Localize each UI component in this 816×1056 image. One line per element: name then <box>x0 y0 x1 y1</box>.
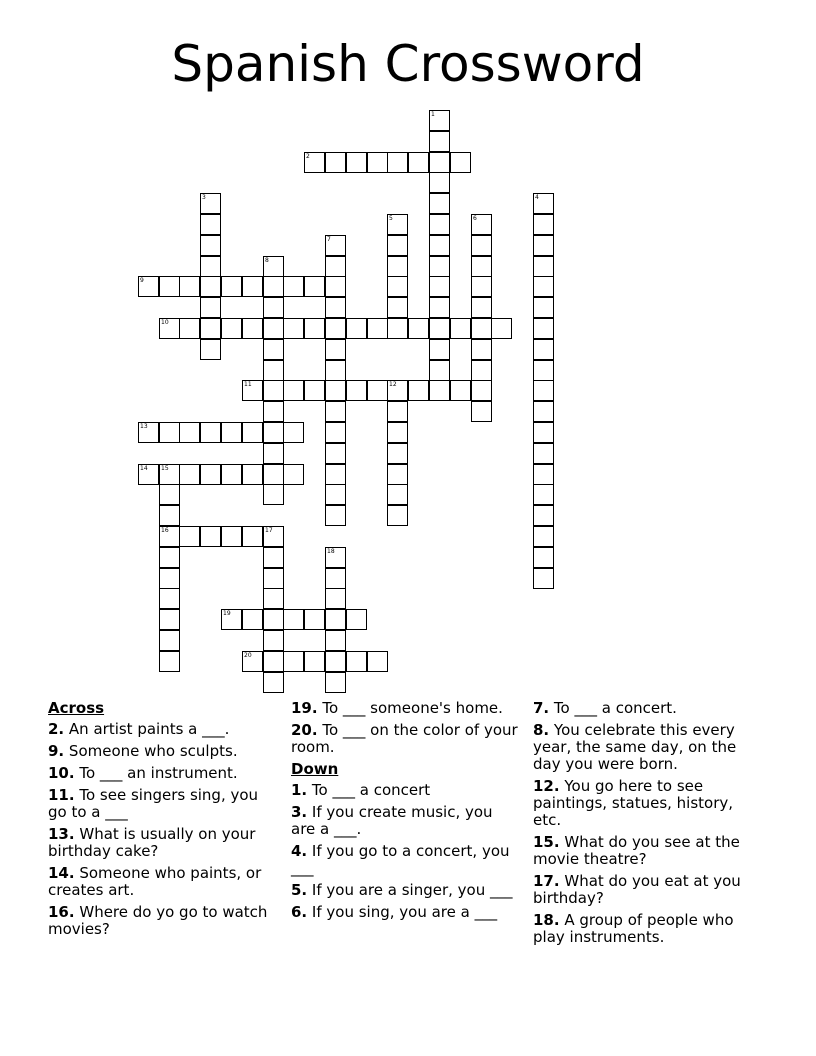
clues-column-1 <box>48 700 276 943</box>
grid-cell[interactable] <box>263 380 284 401</box>
grid-cell[interactable] <box>533 380 554 401</box>
grid-cell[interactable] <box>387 276 408 297</box>
grid-cell[interactable] <box>221 422 242 443</box>
grid-cell[interactable] <box>471 339 492 360</box>
grid-cell[interactable] <box>533 360 554 381</box>
grid-cell[interactable] <box>263 339 284 360</box>
grid-cell[interactable] <box>325 484 346 505</box>
grid-cell[interactable] <box>242 464 263 485</box>
grid-cell[interactable] <box>346 152 367 173</box>
grid-cell[interactable] <box>533 214 554 235</box>
grid-cell[interactable] <box>533 401 554 422</box>
grid-cell[interactable] <box>450 318 471 339</box>
grid-cell[interactable] <box>221 318 242 339</box>
grid-cell[interactable] <box>200 422 221 443</box>
grid-cell[interactable] <box>283 318 304 339</box>
grid-cell[interactable] <box>159 630 180 651</box>
grid-cell[interactable] <box>304 276 325 297</box>
grid-cell[interactable] <box>159 318 180 339</box>
clues-column-2 <box>291 700 519 926</box>
clue-down-18: 18. A group of people who play instruments. <box>533 911 734 946</box>
grid-cell[interactable] <box>263 464 284 485</box>
grid-cell[interactable] <box>221 276 242 297</box>
grid-cell[interactable] <box>387 505 408 526</box>
clue-number: 4 <box>535 194 539 201</box>
clue-across-9: 9. Someone who sculpts. <box>48 742 238 760</box>
down-heading: Down <box>291 760 339 778</box>
clue-across-14: 14. Someone who paints, or creates art. <box>48 864 262 899</box>
grid-cell[interactable] <box>533 193 554 214</box>
grid-cell[interactable] <box>159 422 180 443</box>
grid-cell[interactable] <box>346 651 367 672</box>
grid-cell[interactable] <box>263 276 284 297</box>
grid-cell[interactable] <box>200 256 221 277</box>
clue-number: 16 <box>161 527 169 534</box>
grid-cell[interactable] <box>533 484 554 505</box>
grid-cell[interactable] <box>200 297 221 318</box>
grid-cell[interactable] <box>533 256 554 277</box>
clue-number: 7 <box>327 236 331 243</box>
grid-cell[interactable] <box>346 609 367 630</box>
grid-cell[interactable] <box>491 318 512 339</box>
grid-cell[interactable] <box>325 276 346 297</box>
grid-cell[interactable] <box>200 214 221 235</box>
grid-cell[interactable] <box>263 360 284 381</box>
clue-number: 3 <box>202 194 206 201</box>
grid-cell[interactable] <box>263 568 284 589</box>
grid-cell[interactable] <box>325 443 346 464</box>
grid-cell[interactable] <box>221 526 242 547</box>
clue-number: 12 <box>389 381 397 388</box>
grid-cell[interactable] <box>533 235 554 256</box>
grid-cell[interactable] <box>325 464 346 485</box>
grid-cell[interactable] <box>159 484 180 505</box>
clue-number: 6 <box>473 215 477 222</box>
clue-down-12: 12. You go here to see paintings, statues, history, etc. <box>533 777 734 829</box>
grid-cell[interactable] <box>283 609 304 630</box>
clue-number: 10 <box>161 319 169 326</box>
clue-down-6: 6. If you sing, you are a ___ <box>291 903 498 921</box>
clue-down-4: 4. If you go to a concert, you ___ <box>291 842 510 877</box>
grid-cell[interactable] <box>325 256 346 277</box>
grid-cell[interactable] <box>471 401 492 422</box>
grid-cell[interactable] <box>429 235 450 256</box>
grid-cell[interactable] <box>200 339 221 360</box>
grid-cell[interactable] <box>346 318 367 339</box>
grid-cell[interactable] <box>283 276 304 297</box>
grid-cell[interactable] <box>533 547 554 568</box>
grid-cell[interactable] <box>325 235 346 256</box>
grid-cell[interactable] <box>242 276 263 297</box>
grid-cell[interactable] <box>387 464 408 485</box>
clue-number: 18 <box>327 548 335 555</box>
grid-cell[interactable] <box>325 568 346 589</box>
grid-cell[interactable] <box>159 526 180 547</box>
clue-across-16: 16. Where do yo go to watch movies? <box>48 903 268 938</box>
grid-cell[interactable] <box>387 401 408 422</box>
grid-cell[interactable] <box>263 526 284 547</box>
grid-cell[interactable] <box>367 651 388 672</box>
grid-cell[interactable] <box>387 422 408 443</box>
grid-cell[interactable] <box>429 380 450 401</box>
grid-cell[interactable] <box>242 609 263 630</box>
grid-cell[interactable] <box>242 318 263 339</box>
grid-cell[interactable] <box>325 339 346 360</box>
grid-cell[interactable] <box>242 651 263 672</box>
grid-cell[interactable] <box>450 152 471 173</box>
grid-cell[interactable] <box>263 672 284 693</box>
clue-down-15: 15. What do you see at the movie theatre? <box>533 833 740 868</box>
grid-cell[interactable] <box>387 297 408 318</box>
grid-cell[interactable] <box>325 672 346 693</box>
grid-cell[interactable] <box>387 443 408 464</box>
grid-cell[interactable] <box>429 256 450 277</box>
grid-cell[interactable] <box>159 505 180 526</box>
grid-cell[interactable] <box>367 152 388 173</box>
grid-cell[interactable] <box>471 276 492 297</box>
grid-cell[interactable] <box>325 505 346 526</box>
grid-cell[interactable] <box>429 339 450 360</box>
grid-cell[interactable] <box>471 380 492 401</box>
grid-cell[interactable] <box>325 297 346 318</box>
grid-cell[interactable] <box>325 360 346 381</box>
clue-number: 17 <box>265 527 273 534</box>
grid-cell[interactable] <box>263 651 284 672</box>
grid-cell[interactable] <box>263 609 284 630</box>
grid-cell[interactable] <box>387 152 408 173</box>
clue-number: 9 <box>140 277 144 284</box>
grid-cell[interactable] <box>283 651 304 672</box>
grid-cell[interactable] <box>429 318 450 339</box>
clue-number: 2 <box>306 153 310 160</box>
grid-cell[interactable] <box>408 380 429 401</box>
grid-cell[interactable] <box>159 464 180 485</box>
grid-cell[interactable] <box>283 380 304 401</box>
grid-cell[interactable] <box>325 152 346 173</box>
grid-cell[interactable] <box>179 422 200 443</box>
grid-cell[interactable] <box>200 235 221 256</box>
grid-cell[interactable] <box>138 464 159 485</box>
grid-cell[interactable] <box>138 276 159 297</box>
grid-cell[interactable] <box>533 422 554 443</box>
clue-down-1: 1. To ___ a concert <box>291 781 431 799</box>
grid-cell[interactable] <box>179 526 200 547</box>
grid-cell[interactable] <box>450 380 471 401</box>
clue-across-13: 13. What is usually on your birthday cake? <box>48 825 256 860</box>
clue-number: 15 <box>161 465 169 472</box>
grid-cell[interactable] <box>367 318 388 339</box>
grid-cell[interactable] <box>429 110 450 131</box>
grid-cell[interactable] <box>304 380 325 401</box>
grid-cell[interactable] <box>304 609 325 630</box>
grid-cell[interactable] <box>471 297 492 318</box>
grid-cell[interactable] <box>304 651 325 672</box>
grid-cell[interactable] <box>263 422 284 443</box>
grid-cell[interactable] <box>533 443 554 464</box>
grid-cell[interactable] <box>387 235 408 256</box>
grid-cell[interactable] <box>263 588 284 609</box>
grid-cell[interactable] <box>429 297 450 318</box>
clue-down-17: 17. What do you eat at you birthday? <box>533 872 741 907</box>
grid-cell[interactable] <box>200 318 221 339</box>
grid-cell[interactable] <box>429 172 450 193</box>
grid-cell[interactable] <box>179 318 200 339</box>
grid-cell[interactable] <box>429 214 450 235</box>
grid-cell[interactable] <box>200 526 221 547</box>
grid-cell[interactable] <box>325 547 346 568</box>
grid-cell[interactable] <box>221 609 242 630</box>
grid-cell[interactable] <box>533 505 554 526</box>
grid-cell[interactable] <box>242 380 263 401</box>
grid-cell[interactable] <box>387 318 408 339</box>
grid-cell[interactable] <box>283 464 304 485</box>
grid-cell[interactable] <box>179 276 200 297</box>
grid-cell[interactable] <box>325 630 346 651</box>
grid-cell[interactable] <box>263 630 284 651</box>
grid-cell[interactable] <box>471 235 492 256</box>
grid-cell[interactable] <box>387 380 408 401</box>
grid-cell[interactable] <box>159 276 180 297</box>
grid-cell[interactable] <box>138 422 159 443</box>
grid-cell[interactable] <box>159 651 180 672</box>
grid-cell[interactable] <box>387 214 408 235</box>
grid-cell[interactable] <box>471 360 492 381</box>
grid-cell[interactable] <box>263 484 284 505</box>
grid-cell[interactable] <box>325 588 346 609</box>
clue-across-19: 19. To ___ someone's home. <box>291 699 503 717</box>
clue-number: 19 <box>223 610 231 617</box>
page-title: Spanish Crossword <box>171 35 645 93</box>
grid-cell[interactable] <box>263 318 284 339</box>
grid-cell[interactable] <box>159 588 180 609</box>
grid-cell[interactable] <box>242 526 263 547</box>
grid-cell[interactable] <box>533 464 554 485</box>
grid-cell[interactable] <box>200 276 221 297</box>
grid-cell[interactable] <box>533 568 554 589</box>
grid-cell[interactable] <box>159 547 180 568</box>
grid-cell[interactable] <box>159 568 180 589</box>
clue-down-3: 3. If you create music, you are a ___. <box>291 803 493 838</box>
clue-number: 1 <box>431 111 435 118</box>
grid-cell[interactable] <box>263 443 284 464</box>
grid-cell[interactable] <box>304 318 325 339</box>
grid-cell[interactable] <box>325 651 346 672</box>
grid-cell[interactable] <box>283 422 304 443</box>
grid-cell[interactable] <box>471 214 492 235</box>
grid-cell[interactable] <box>429 152 450 173</box>
grid-cell[interactable] <box>533 318 554 339</box>
grid-cell[interactable] <box>325 380 346 401</box>
clue-number: 11 <box>244 381 252 388</box>
clue-down-8: 8. You celebrate this every year, the same day, on the day you were born. <box>533 721 737 773</box>
grid-cell[interactable] <box>471 318 492 339</box>
grid-cell[interactable] <box>408 152 429 173</box>
grid-cell[interactable] <box>429 193 450 214</box>
grid-cell[interactable] <box>429 360 450 381</box>
clue-across-11: 11. To see singers sing, you go to a ___ <box>48 786 259 821</box>
grid-cell[interactable] <box>533 276 554 297</box>
grid-cell[interactable] <box>325 422 346 443</box>
clue-number: 8 <box>265 257 269 264</box>
clue-number: 20 <box>244 652 252 659</box>
grid-cell[interactable] <box>263 401 284 422</box>
grid-cell[interactable] <box>242 422 263 443</box>
grid-cell[interactable] <box>387 256 408 277</box>
grid-cell[interactable] <box>179 464 200 485</box>
clue-number: 5 <box>389 215 393 222</box>
grid-cell[interactable] <box>325 609 346 630</box>
grid-cell[interactable] <box>263 256 284 277</box>
grid-cell[interactable] <box>325 401 346 422</box>
clue-number: 14 <box>140 465 148 472</box>
grid-cell[interactable] <box>471 256 492 277</box>
grid-cell[interactable] <box>346 380 367 401</box>
grid-cell[interactable] <box>263 297 284 318</box>
grid-cell[interactable] <box>200 193 221 214</box>
clue-number: 13 <box>140 423 148 430</box>
grid-cell[interactable] <box>221 464 242 485</box>
grid-cell[interactable] <box>429 276 450 297</box>
grid-cell[interactable] <box>200 464 221 485</box>
grid-cell[interactable] <box>408 318 429 339</box>
grid-cell[interactable] <box>263 547 284 568</box>
clue-across-10: 10. To ___ an instrument. <box>48 764 238 782</box>
grid-cell[interactable] <box>304 152 325 173</box>
grid-cell[interactable] <box>533 526 554 547</box>
clue-down-7: 7. To ___ a concert. <box>533 699 677 717</box>
grid-cell[interactable] <box>387 484 408 505</box>
grid-cell[interactable] <box>325 318 346 339</box>
grid-cell[interactable] <box>533 297 554 318</box>
grid-cell[interactable] <box>429 131 450 152</box>
across-heading: Across <box>48 699 105 717</box>
clue-across-20: 20. To ___ on the color of your room. <box>291 721 518 756</box>
clues-column-3 <box>533 700 765 951</box>
grid-cell[interactable] <box>533 339 554 360</box>
grid-cell[interactable] <box>367 380 388 401</box>
clue-down-5: 5. If you are a singer, you ___ <box>291 881 513 899</box>
grid-cell[interactable] <box>159 609 180 630</box>
clue-across-2: 2. An artist paints a ___. <box>48 720 230 738</box>
